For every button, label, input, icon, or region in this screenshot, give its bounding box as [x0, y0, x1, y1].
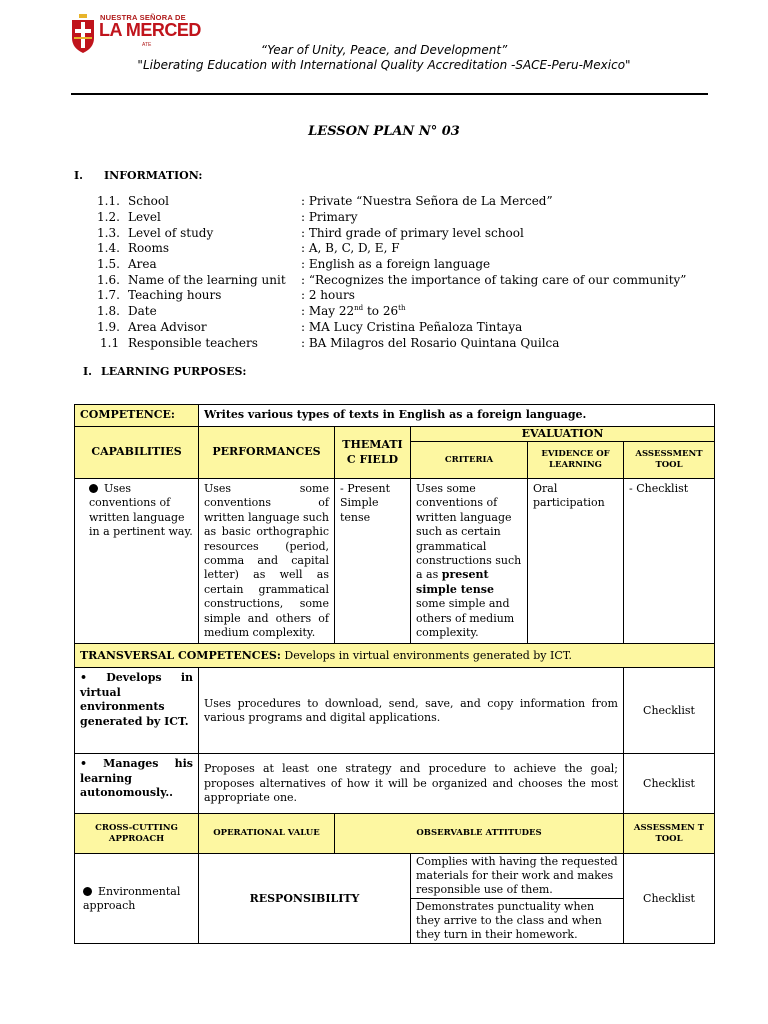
- info-value: : “Recognizes the importance of taking care of our community”: [301, 273, 687, 287]
- section-label: LEARNING PURPOSES:: [101, 365, 247, 378]
- info-row-learning-unit: [97, 273, 737, 289]
- cross-assessment-tool-header: ASSESSMEN T TOOL: [624, 814, 715, 854]
- operational-value-header: OPERATIONAL VALUE: [199, 814, 335, 854]
- info-value: : 2 hours: [301, 288, 355, 302]
- info-row-responsible-teachers: [97, 336, 737, 352]
- info-row-area-advisor: [97, 320, 737, 336]
- info-number: 1.6.: [97, 273, 120, 287]
- info-row-rooms: [97, 241, 737, 257]
- transversal-tool: Checklist: [624, 754, 715, 814]
- date-end: to 26: [363, 304, 399, 318]
- info-row-level: [97, 210, 737, 226]
- cross-cutting-header-row: [75, 814, 715, 854]
- cross-cutting-row: [75, 854, 715, 944]
- info-key: Level of study: [128, 226, 214, 240]
- cross-tool-cell: Checklist: [624, 854, 715, 944]
- info-value: : BA Milagros del Rosario Quintana Quilca: [301, 336, 560, 350]
- transversal-label: TRANSVERSAL COMPETENCES:: [80, 648, 281, 662]
- info-row-school: [97, 194, 737, 210]
- info-key: Area Advisor: [128, 320, 207, 334]
- info-key: Teaching hours: [128, 288, 222, 302]
- info-row-date: [97, 304, 737, 320]
- info-number: 1.1.: [97, 194, 120, 208]
- date-start: : May 22: [301, 304, 355, 318]
- info-row-teaching-hours: [97, 288, 737, 304]
- header-divider: [71, 93, 708, 95]
- performances-header: PERFORMANCES: [199, 427, 335, 479]
- performance-cell: Uses some conventions of written language such as basic orthographic resources (period, comma and capital letter) as well as certain grammatical constructions, some simple and others of medium complexity.: [199, 479, 335, 644]
- observable-attitudes-header: OBSERVABLE ATTITUDES: [335, 814, 624, 854]
- thematic-field-header: THEMATI C FIELD: [335, 427, 411, 479]
- bullet-icon: [89, 484, 98, 493]
- attitude-item: Complies with having the requested materials for their work and makes responsible use of them.: [416, 855, 618, 897]
- approach-cell: [75, 854, 199, 944]
- info-value: [301, 304, 405, 318]
- criteria-cell: [411, 479, 528, 644]
- transversal-description: Proposes at least one strategy and procedure to achieve the goal; proposes alternatives of how it will be organized and chooses the most appropriate one.: [199, 754, 624, 814]
- info-number: 1.2.: [97, 210, 120, 224]
- info-value: : MA Lucy Cristina Peñaloza Tintaya: [301, 320, 523, 334]
- info-key: School: [128, 194, 169, 208]
- transversal-item-row: [75, 668, 715, 754]
- capabilities-header: CAPABILITIES: [75, 427, 199, 479]
- info-row-level-of-study: [97, 226, 737, 242]
- capability-row: [75, 479, 715, 644]
- section-label: INFORMATION:: [104, 169, 203, 182]
- info-key: Responsible teachers: [128, 336, 258, 350]
- info-number: 1.1: [100, 336, 120, 350]
- info-value: : English as a foreign language: [301, 257, 491, 271]
- page-title: LESSON PLAN N° 03: [308, 124, 460, 139]
- logo-text-bottom: ATE: [142, 42, 152, 48]
- cross-cutting-approach-header: CROSS-CUTTING APPROACH: [75, 814, 199, 854]
- evaluation-header: EVALUATION: [411, 427, 715, 442]
- transversal-cell: [75, 644, 715, 668]
- info-row-area: [97, 257, 737, 273]
- info-number: 1.3.: [97, 226, 120, 240]
- info-key: Rooms: [128, 241, 170, 255]
- tool-cell: - Checklist: [624, 479, 715, 644]
- competence-value: Writes various types of texts in English as a foreign language.: [199, 405, 715, 427]
- date-end-suffix: th: [398, 304, 406, 312]
- capability-text: Uses conventions of written language in a pertinent way.: [89, 482, 193, 539]
- info-number: 1.5.: [97, 257, 120, 271]
- info-value: : Private “Nuestra Señora de La Merced”: [301, 194, 553, 208]
- capability-cell: [75, 479, 199, 644]
- logo-text-main: LA MERCED: [99, 20, 201, 40]
- accreditation-motto: "Liberating Education with International Quality Accreditation -SACE-Peru-Mexico": [137, 58, 631, 72]
- learning-purposes-table: [74, 404, 715, 944]
- info-number: 1.9.: [97, 320, 120, 334]
- criteria-text: Uses some conventions of written language such as certain grammatical constructions such a as: [416, 482, 522, 582]
- section-number: I.: [83, 365, 92, 378]
- logo-text-top: NUESTRA SEÑORA DE: [100, 13, 186, 22]
- transversal-item-row: [75, 754, 715, 814]
- criteria-text-end: some simple and others of medium complexity.: [416, 597, 515, 640]
- bullet-icon: [83, 887, 92, 896]
- info-number: 1.7.: [97, 288, 120, 302]
- approach-text: Environmental approach: [83, 884, 181, 912]
- info-value: : Primary: [301, 210, 358, 224]
- date-start-suffix: nd: [354, 304, 364, 312]
- competence-row: [75, 405, 715, 427]
- transversal-row: [75, 644, 715, 668]
- competence-label: COMPETENCE:: [75, 405, 199, 427]
- info-key: Name of the learning unit: [128, 273, 286, 287]
- section-number: I.: [74, 169, 83, 182]
- thematic-cell: - Present Simple tense: [335, 479, 411, 644]
- info-key: Date: [128, 304, 157, 318]
- transversal-description: Uses procedures to download, send, save, and copy information from various programs and digital applications.: [199, 668, 624, 754]
- operational-value-cell: RESPONSIBILITY: [199, 854, 411, 944]
- evidence-cell: Oral participation: [528, 479, 624, 644]
- info-key: Level: [128, 210, 161, 224]
- transversal-capability: • Manages his learning autonomously..: [75, 754, 199, 814]
- year-motto: “Year of Unity, Peace, and Development”: [260, 43, 508, 57]
- transversal-tool: Checklist: [624, 668, 715, 754]
- criteria-header: CRITERIA: [411, 442, 528, 479]
- header-row-1: [75, 427, 715, 442]
- info-number: 1.4.: [97, 241, 120, 255]
- info-number: 1.8.: [97, 304, 120, 318]
- attitudes-cell: [411, 854, 624, 944]
- assessment-tool-header: ASSESSMENT TOOL: [624, 442, 715, 479]
- evidence-header: EVIDENCE OF LEARNING: [528, 442, 624, 479]
- info-value: : Third grade of primary level school: [301, 226, 524, 240]
- transversal-capability: • Develops in virtual environments generated by ICT.: [75, 668, 199, 754]
- info-key: Area: [128, 257, 157, 271]
- attitude-item: Demonstrates punctuality when they arrive to the class and when they turn in their homework.: [411, 898, 623, 943]
- criteria-highlight: present simple tense: [416, 568, 494, 596]
- transversal-value: Develops in virtual environments generated by ICT.: [280, 648, 572, 662]
- info-value: : A, B, C, D, E, F: [301, 241, 400, 255]
